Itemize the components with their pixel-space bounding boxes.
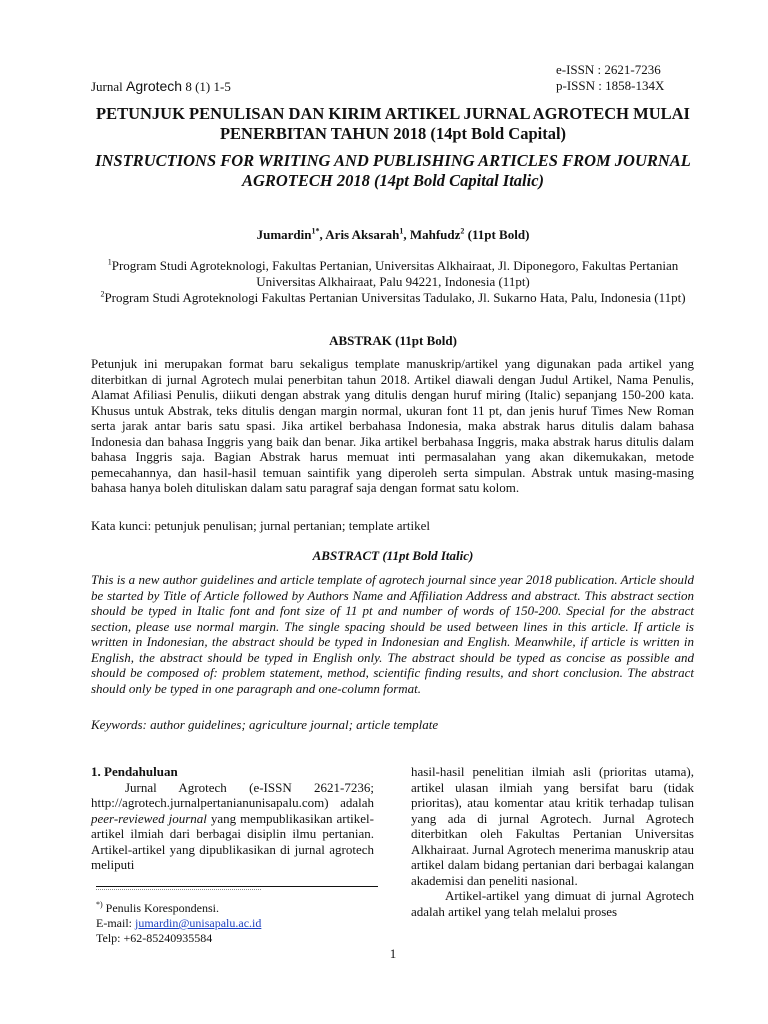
pissn: p-ISSN : 1858-134X — [556, 78, 665, 93]
abstract-body: This is a new author guidelines and article template of agrotech journal since year 2018 publication. Article should be started by Title of Article followed by Authors Name and Affiliation Address and abstract. This abstract section should be typed in Italic font and font size of 11 pt and number of words of 150-200. Special for the abstract section, please use normal margin. The single spacing should be used between lines in this article. If article is written in Indonesian, the abstract should be typed in Indonesian and English. Meanwhile, if article is written in English, the abstract should be typed in English only. The abstract should be typed as concise as possible and should be composed of: problem statement, method, scientific finding results, and short conclusion. The abstract should only be typed in one paragraph and one-column format. — [91, 572, 694, 696]
section-heading: 1. Pendahuluan — [91, 764, 178, 779]
abstrak-heading: ABSTRAK (11pt Bold) — [329, 333, 457, 348]
journal-name: Agrotech — [126, 78, 183, 94]
email-link[interactable]: jumardin@unisapalu.ac.id — [135, 916, 262, 930]
intro-text-end: yang mempublikasikan artikel-artikel ilmiah dari berbagai disiplin ilmu pertanian. Artikel-artikel yang dipublikasikan di jurnal agrotech meliputi — [91, 810, 374, 872]
intro-text-start: Jurnal Agrotech (e-ISSN 2621-7236; http://agrotech.jurnalpertanianunisapalu.com) adalah — [91, 779, 374, 810]
abstract-heading: ABSTRACT (11pt Bold Italic) — [312, 548, 474, 563]
intro-text-italic: peer-reviewed journal — [91, 810, 207, 826]
left-column — [91, 764, 374, 873]
email-label: E-mail: — [96, 916, 135, 930]
author-3-sup: 2 — [460, 226, 465, 236]
abstrak-body: Petunjuk ini merupakan format baru sekaligus template manuskrip/artikel yang digunakan pada artikel yang diterbitkan di jurnal Agrotech mulai penerbitan tahun 2018. Artikel diawali dengan Judul Artikel, Nama Penulis, Alamat Afiliasi Penulis, diikuti dengan abstrak yang ditulis dengan huruf miring (Italic) sepanjang 150-200 kata. Khusus untuk Abstrak, teks ditulis dengan margin normal, ukuran font 11 pt, dan jenis huruf Times New Roman serta jarak antar baris satu spasi. Jika artikel berbahasa Indonesia, maka abstrak harus ditulis dalam bahasa Indonesia dan bahasa Inggris yang baik dan benar. Jika artikel berbahasa Inggris, maka abstrak harus ditulis dalam bahasa Inggris saja. Bagian Abstrak harus memuat inti permasalahan yang akan dikemukakan, metode pemecahannya, dan hasil-hasil temuan saintifik yang diperoleh serta simpulan. Abstrak untuk masing-masing bahasa hanya boleh dituliskan dalam satu paragraf saja dengan format satu kolom. — [91, 356, 694, 495]
footnote-separator — [96, 886, 378, 887]
affiliation-2-text: Program Studi Agroteknologi Fakultas Pertanian Universitas Tadulako, Jl. Sukarno Hata, Palu, Indonesia (11pt) — [104, 290, 686, 305]
affiliation-1-sup: 1 — [107, 257, 112, 267]
author-2-sup: 1 — [399, 226, 404, 236]
title-indonesian: PETUNJUK PENULISAN DAN KIRIM ARTIKEL JURNAL AGROTECH MULAI PENERBITAN TAHUN 2018 (14pt Bold Capital) — [96, 104, 690, 143]
author-list — [80, 227, 706, 243]
author-2: , Aris Aksarah — [319, 227, 400, 242]
footnote — [96, 901, 261, 946]
right-column — [411, 764, 694, 919]
journal-prefix: Jurnal — [91, 79, 127, 94]
author-note: (11pt Bold) — [464, 227, 530, 242]
intro-paragraph-right-2: Artikel-artikel yang dimuat di jurnal Agrotech adalah artikel yang telah melalui proses — [411, 888, 694, 919]
journal-volume: 8 (1) 1-5 — [182, 79, 231, 94]
footnote-corresponding — [96, 901, 261, 916]
footnote-dotted-rule — [96, 889, 261, 890]
footnote-email — [96, 916, 261, 931]
journal-info — [91, 78, 231, 95]
affiliations — [84, 258, 702, 306]
affiliation-1 — [84, 258, 702, 290]
kata-kunci: Kata kunci: petunjuk penulisan; jurnal pertanian; template artikel — [91, 518, 430, 533]
issn-block — [556, 62, 664, 94]
keywords: Keywords: author guidelines; agriculture journal; article template — [91, 717, 439, 732]
author-3: , Mahfudz — [403, 227, 461, 242]
author-1: Jumardin — [256, 227, 312, 242]
intro-paragraph-left — [91, 780, 374, 873]
eissn: e-ISSN : 2621-7236 — [556, 62, 661, 77]
page-number: 1 — [389, 946, 397, 961]
footnote-phone: Telp: +62-85240935584 — [96, 931, 213, 945]
intro-paragraph-right: hasil-hasil penelitian ilmiah asli (prioritas utama), artikel ulasan ilmiah yang bersifat baru (tidak prioritas), atau komentar atau kritik terhadap tulisan yang ada di jurnal Agrotech. Jurnal Agrotech diterbitkan oleh Fakultas Pertanian Universitas Alkhairaat. Jurnal Agrotech menerima manuskrip atau artikel dalam bidang pertanian dari berbagai kalangan akademisi dan peneliti nasional. — [411, 764, 694, 888]
affiliation-2-sup: 2 — [100, 289, 105, 299]
footnote-corresponding-text: Penulis Korespondensi. — [102, 901, 219, 915]
affiliation-2 — [84, 290, 702, 306]
affiliation-1-text: Program Studi Agroteknologi, Fakultas Pertanian, Universitas Alkhairaat, Jl. Diponegoro, Fakultas Pertanian Universitas Alkhairaat, Palu 94221, Indonesia (11pt) — [111, 258, 679, 289]
title-english: INSTRUCTIONS FOR WRITING AND PUBLISHING ARTICLES FROM JOURNAL AGROTECH 2018 (14pt Bold Capital Italic) — [95, 151, 691, 190]
author-1-sup: 1* — [311, 226, 320, 236]
footnote-marker: *) — [96, 900, 103, 909]
